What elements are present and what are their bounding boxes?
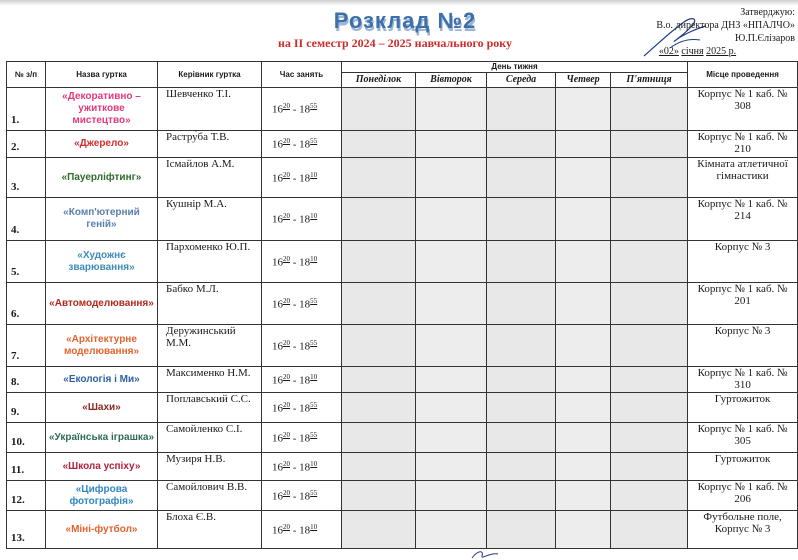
col-leader-header: Керівник гуртка	[158, 62, 262, 88]
day-cell	[487, 158, 556, 198]
club-time	[262, 511, 342, 549]
day-cell	[611, 511, 688, 549]
day-cell	[487, 131, 556, 158]
day-cell	[342, 367, 416, 393]
time-start-min: 20	[283, 212, 290, 221]
day-cell	[611, 131, 688, 158]
club-time	[262, 241, 342, 283]
club-leader: Шевченко Т.І.	[158, 88, 262, 131]
day-cell	[416, 325, 487, 367]
day-cell	[556, 325, 611, 367]
time-end-min: 55	[310, 488, 318, 497]
club-name: «Комп'ютерний геній»	[46, 198, 158, 241]
day-cell	[416, 423, 487, 453]
time-start-hour: 16	[272, 402, 283, 415]
row-number: 1.	[7, 88, 46, 131]
day-cell	[416, 511, 487, 549]
club-time	[262, 88, 342, 131]
time-end-min: 10	[310, 522, 318, 531]
day-cell	[487, 241, 556, 283]
approval-month: січня	[681, 46, 704, 57]
time-start-hour: 16	[272, 213, 283, 226]
row-number: 10.	[7, 423, 46, 453]
time-start-hour: 16	[272, 461, 283, 474]
table-row	[7, 325, 798, 367]
club-name: «Пауерліфтинг»	[46, 158, 158, 198]
day-cell	[342, 283, 416, 325]
day-cell	[611, 481, 688, 511]
day-cell	[556, 88, 611, 131]
time-start-min: 20	[283, 522, 290, 531]
day-cell	[416, 367, 487, 393]
club-place: Корпус № 1 каб. № 310	[688, 367, 798, 393]
day-cell	[556, 131, 611, 158]
day-cell	[342, 158, 416, 198]
time-start-min: 20	[283, 296, 290, 305]
club-place: Корпус № 1 каб. № 308	[688, 88, 798, 131]
time-start-min: 20	[283, 170, 290, 179]
table-row	[7, 158, 798, 198]
club-name: «Школа успіху»	[46, 453, 158, 481]
day-cell	[611, 241, 688, 283]
time-start-min: 20	[283, 400, 290, 409]
time-end-hour: 18	[299, 103, 311, 116]
day-cell	[556, 241, 611, 283]
table-row	[7, 481, 798, 511]
day-cell	[487, 393, 556, 423]
day-cell	[611, 367, 688, 393]
day-cell	[416, 453, 487, 481]
table-row	[7, 131, 798, 158]
row-number: 7.	[7, 325, 46, 367]
time-end-min: 55	[310, 338, 318, 347]
day-cell	[556, 481, 611, 511]
table-row	[7, 453, 798, 481]
club-place: Гуртожиток	[688, 393, 798, 423]
day-cell	[416, 393, 487, 423]
time-dash: -	[290, 374, 300, 387]
table-row	[7, 393, 798, 423]
day-cell	[611, 325, 688, 367]
day-friday: П'ятниця	[611, 73, 688, 88]
club-leader: Ісмайлов А.М.	[158, 158, 262, 198]
row-number: 6.	[7, 283, 46, 325]
time-end-min: 10	[310, 254, 318, 263]
time-dash: -	[290, 103, 300, 116]
time-start-hour: 16	[272, 490, 283, 503]
days-group-header: День тижня	[342, 62, 688, 73]
club-name: «Художнє зварювання»	[46, 241, 158, 283]
time-start-min: 20	[283, 338, 290, 347]
approval-name: Ю.П.Єлізаров	[735, 33, 795, 44]
day-cell	[556, 423, 611, 453]
club-name: «Архітектурне моделювання»	[46, 325, 158, 367]
time-end-hour: 18	[299, 213, 311, 226]
club-time	[262, 423, 342, 453]
row-number: 5.	[7, 241, 46, 283]
time-end-min: 10	[310, 459, 318, 468]
club-time	[262, 283, 342, 325]
club-leader: Максименко Н.М.	[158, 367, 262, 393]
page-title: Розклад №2	[333, 8, 477, 33]
time-start-min: 20	[283, 137, 290, 146]
day-cell	[487, 511, 556, 549]
day-cell	[416, 241, 487, 283]
time-end-min: 10	[310, 170, 318, 179]
day-cell	[342, 131, 416, 158]
bottom-mark-image	[470, 548, 500, 560]
day-cell	[611, 393, 688, 423]
time-start-hour: 16	[272, 432, 283, 445]
time-dash: -	[290, 340, 300, 353]
day-cell	[611, 198, 688, 241]
time-end-min: 10	[310, 212, 318, 221]
day-cell	[556, 367, 611, 393]
club-name: «Екологія і Ми»	[46, 367, 158, 393]
day-cell	[342, 481, 416, 511]
club-leader: Кушнір М.А.	[158, 198, 262, 241]
schedule-rows	[7, 88, 798, 549]
time-start-hour: 16	[272, 256, 283, 269]
day-wednesday: Середа	[487, 73, 556, 88]
time-start-hour: 16	[272, 138, 283, 151]
table-row	[7, 88, 798, 131]
club-place: Корпус № 1 каб. № 201	[688, 283, 798, 325]
time-start-min: 20	[283, 430, 290, 439]
time-dash: -	[290, 298, 300, 311]
row-number: 13.	[7, 511, 46, 549]
club-time	[262, 131, 342, 158]
time-start-hour: 16	[272, 524, 283, 537]
day-cell	[487, 88, 556, 131]
day-cell	[416, 158, 487, 198]
time-dash: -	[290, 402, 300, 415]
col-time-header: Час занять	[262, 62, 342, 88]
club-name: «Автомоделювання»	[46, 283, 158, 325]
time-end-hour: 18	[299, 432, 311, 445]
time-end-hour: 18	[299, 172, 311, 185]
table-row	[7, 367, 798, 393]
day-cell	[556, 283, 611, 325]
approval-date	[600, 45, 795, 58]
club-place: Корпус № 3	[688, 325, 798, 367]
club-time	[262, 481, 342, 511]
time-end-min: 55	[310, 296, 318, 305]
club-name: «Декоративно – ужиткове мистецтво»	[46, 88, 158, 131]
club-time	[262, 453, 342, 481]
club-leader: Пархоменко Ю.П.	[158, 241, 262, 283]
time-dash: -	[290, 256, 300, 269]
time-end-hour: 18	[299, 490, 311, 503]
time-end-hour: 18	[299, 340, 311, 353]
day-cell	[611, 88, 688, 131]
time-dash: -	[290, 524, 300, 537]
club-name: «Шахи»	[46, 393, 158, 423]
time-dash: -	[290, 213, 300, 226]
day-cell	[611, 423, 688, 453]
col-num-header: № з/п	[7, 62, 46, 88]
table-row	[7, 241, 798, 283]
club-name: «Джерело»	[46, 131, 158, 158]
time-start-hour: 16	[272, 103, 283, 116]
time-end-min: 55	[310, 102, 318, 111]
time-end-hour: 18	[299, 524, 311, 537]
club-time	[262, 325, 342, 367]
club-name: «Міні-футбол»	[46, 511, 158, 549]
day-cell	[342, 325, 416, 367]
club-place: Корпус № 3	[688, 241, 798, 283]
time-end-hour: 18	[299, 138, 311, 151]
table-row	[7, 283, 798, 325]
day-cell	[416, 131, 487, 158]
row-number: 4.	[7, 198, 46, 241]
day-cell	[611, 283, 688, 325]
time-start-hour: 16	[272, 340, 283, 353]
row-number: 8.	[7, 367, 46, 393]
day-cell	[556, 158, 611, 198]
club-leader: Музиря Н.В.	[158, 453, 262, 481]
row-number: 3.	[7, 158, 46, 198]
time-end-min: 55	[310, 137, 318, 146]
club-place: Кімната атлетичної гімнастики	[688, 158, 798, 198]
day-cell	[556, 511, 611, 549]
approval-label: Затверджую:	[740, 7, 795, 18]
time-end-hour: 18	[299, 402, 311, 415]
day-cell	[487, 367, 556, 393]
day-cell	[487, 481, 556, 511]
day-cell	[487, 283, 556, 325]
day-cell	[487, 423, 556, 453]
time-start-min: 20	[283, 102, 290, 111]
time-dash: -	[290, 461, 300, 474]
club-leader: Растру́ба Т.В.	[158, 131, 262, 158]
row-number: 11.	[7, 453, 46, 481]
day-cell	[487, 198, 556, 241]
time-end-min: 10	[310, 372, 318, 381]
day-cell	[416, 88, 487, 131]
time-start-hour: 16	[272, 374, 283, 387]
club-time	[262, 367, 342, 393]
time-end-hour: 18	[299, 461, 311, 474]
club-leader: Самойлович В.В.	[158, 481, 262, 511]
time-start-hour: 16	[272, 172, 283, 185]
time-start-hour: 16	[272, 298, 283, 311]
club-name: «Цифрова фотографія»	[46, 481, 158, 511]
time-start-min: 20	[283, 488, 290, 497]
time-end-min: 55	[310, 400, 318, 409]
club-place: Корпус № 1 каб. № 214	[688, 198, 798, 241]
club-place: Корпус № 1 каб. № 210	[688, 131, 798, 158]
table-row	[7, 511, 798, 549]
day-thursday: Четвер	[556, 73, 611, 88]
time-dash: -	[290, 432, 300, 445]
time-start-min: 20	[283, 459, 290, 468]
day-cell	[487, 325, 556, 367]
day-cell	[416, 283, 487, 325]
club-place: Гуртожиток	[688, 453, 798, 481]
day-cell	[342, 453, 416, 481]
col-place-header: Місце проведення	[688, 62, 798, 88]
day-tuesday: Вівторок	[416, 73, 487, 88]
day-cell	[611, 453, 688, 481]
time-dash: -	[290, 490, 300, 503]
day-cell	[611, 158, 688, 198]
club-place: Корпус № 1 каб. № 206	[688, 481, 798, 511]
time-dash: -	[290, 172, 300, 185]
day-cell	[416, 481, 487, 511]
page-subtitle: на II семестр 2024 – 2025 навчального року	[277, 36, 513, 50]
time-start-min: 20	[283, 254, 290, 263]
club-time	[262, 393, 342, 423]
day-cell	[342, 393, 416, 423]
club-place: Футбольне поле, Корпус № 3	[688, 511, 798, 549]
row-number: 12.	[7, 481, 46, 511]
day-cell	[556, 198, 611, 241]
day-cell	[487, 453, 556, 481]
day-cell	[556, 393, 611, 423]
schedule-table	[6, 61, 798, 549]
club-time	[262, 198, 342, 241]
approval-position: В.о. директора ДНЗ «НПАЛЧО»	[656, 20, 795, 31]
time-end-hour: 18	[299, 256, 311, 269]
club-leader: Поплавський С.С.	[158, 393, 262, 423]
time-end-hour: 18	[299, 298, 311, 311]
table-row	[7, 198, 798, 241]
time-end-hour: 18	[299, 374, 311, 387]
row-number: 9.	[7, 393, 46, 423]
approval-day: «02»	[658, 46, 679, 57]
day-cell	[342, 511, 416, 549]
club-leader: Бабко М.Л.	[158, 283, 262, 325]
day-cell	[342, 88, 416, 131]
club-leader: Самойленко С.І.	[158, 423, 262, 453]
approval-block	[600, 6, 795, 58]
day-cell	[342, 198, 416, 241]
club-leader: Деружинський М.М.	[158, 325, 262, 367]
col-name-header: Назва гуртка	[46, 62, 158, 88]
table-row	[7, 423, 798, 453]
day-cell	[556, 453, 611, 481]
approval-year: 2025 р.	[706, 46, 737, 57]
club-time	[262, 158, 342, 198]
time-start-min: 20	[283, 372, 290, 381]
day-cell	[342, 241, 416, 283]
day-cell	[416, 198, 487, 241]
row-number: 2.	[7, 131, 46, 158]
time-end-min: 55	[310, 430, 318, 439]
day-monday: Понеділок	[342, 73, 416, 88]
day-cell	[342, 423, 416, 453]
time-dash: -	[290, 138, 300, 151]
club-name: «Українська іграшка»	[46, 423, 158, 453]
club-place: Корпус № 1 каб. № 305	[688, 423, 798, 453]
club-leader: Блоха Є.В.	[158, 511, 262, 549]
